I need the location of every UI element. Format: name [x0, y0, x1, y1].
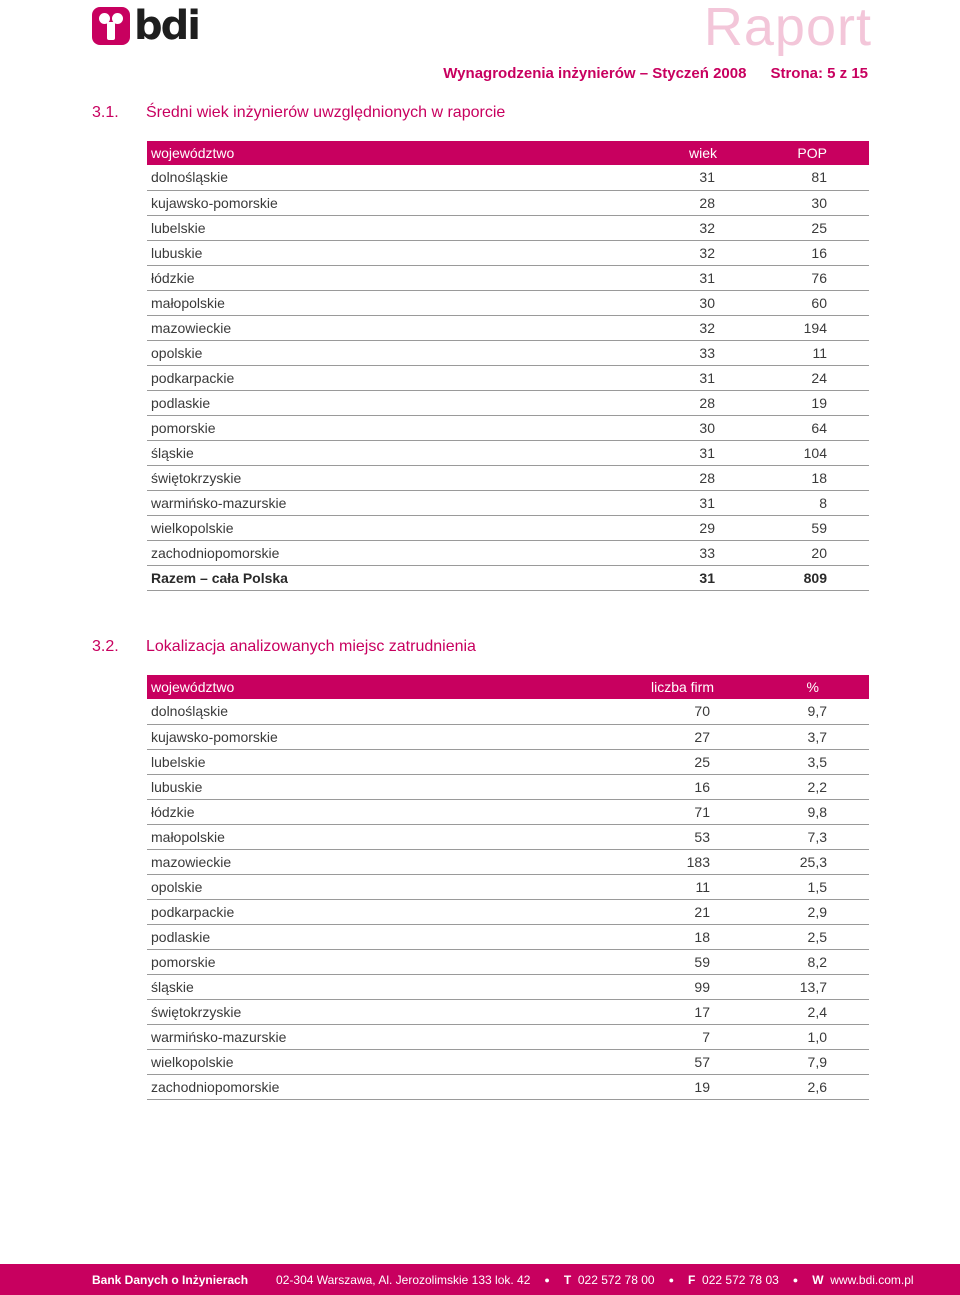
- value-cell: 25: [606, 749, 714, 774]
- column-header-region: województwo: [147, 141, 609, 165]
- value-cell: 7,3: [714, 824, 869, 849]
- region-cell: warmińsko-mazurskie: [147, 490, 609, 515]
- value-cell: 194: [719, 315, 869, 340]
- value-cell: 11: [719, 340, 869, 365]
- region-cell: dolnośląskie: [147, 165, 609, 190]
- table-row: [147, 1049, 869, 1074]
- bdi-logo-icon: [92, 7, 130, 45]
- region-cell: podkarpackie: [147, 365, 609, 390]
- value-cell: 31: [609, 165, 719, 190]
- value-cell: 2,5: [714, 924, 869, 949]
- value-cell: 19: [719, 390, 869, 415]
- value-cell: 1,0: [714, 1024, 869, 1049]
- footer-www-label: W: [812, 1272, 824, 1287]
- region-cell: wielkopolskie: [147, 515, 609, 540]
- value-cell: 32: [609, 215, 719, 240]
- table-row: [147, 924, 869, 949]
- value-cell: 32: [609, 315, 719, 340]
- value-cell: 31: [609, 440, 719, 465]
- value-cell: 7,9: [714, 1049, 869, 1074]
- region-cell: mazowieckie: [147, 849, 606, 874]
- table-row: [147, 824, 869, 849]
- table-row: [147, 390, 869, 415]
- region-cell: podlaskie: [147, 390, 609, 415]
- value-cell: 16: [606, 774, 714, 799]
- value-cell: 64: [719, 415, 869, 440]
- value-cell: 30: [719, 190, 869, 215]
- value-cell: 30: [609, 290, 719, 315]
- footer-separator-icon: ●: [792, 1274, 799, 1285]
- footer-company: Bank Danych o Inżynierach: [92, 1272, 249, 1287]
- table-row: [147, 849, 869, 874]
- value-cell: 7: [606, 1024, 714, 1049]
- table-row: [147, 240, 869, 265]
- table-row: [147, 440, 869, 465]
- footer-tel: 022 572 78 00: [577, 1272, 655, 1287]
- table-row: [147, 315, 869, 340]
- value-cell: 2,6: [714, 1074, 869, 1099]
- value-cell: 70: [606, 699, 714, 724]
- section-2-number: 3.2.: [92, 638, 119, 655]
- bdi-logo: [92, 3, 199, 49]
- table-row: [147, 265, 869, 290]
- value-cell: 2,4: [714, 999, 869, 1024]
- location-table: [147, 675, 869, 1100]
- value-cell: 31: [609, 365, 719, 390]
- table-row: [147, 874, 869, 899]
- table-row: [147, 774, 869, 799]
- total-age: 31: [609, 565, 719, 590]
- value-cell: 21: [606, 899, 714, 924]
- footer-fax-label: F: [688, 1272, 696, 1287]
- region-cell: małopolskie: [147, 824, 606, 849]
- region-cell: kujawsko-pomorskie: [147, 190, 609, 215]
- value-cell: 31: [609, 265, 719, 290]
- table-row: [147, 465, 869, 490]
- section-2-title-text: Lokalizacja analizowanych miejsc zatrudnienia: [146, 638, 476, 655]
- table-header-row: [147, 675, 869, 699]
- value-cell: 25: [719, 215, 869, 240]
- value-cell: 11: [606, 874, 714, 899]
- table-row: [147, 799, 869, 824]
- region-cell: wielkopolskie: [147, 1049, 606, 1074]
- value-cell: 59: [606, 949, 714, 974]
- region-cell: lubuskie: [147, 240, 609, 265]
- column-header-company-count: liczba firm: [606, 675, 714, 699]
- region-cell: kujawsko-pomorskie: [147, 724, 606, 749]
- value-cell: 33: [609, 340, 719, 365]
- report-title: Wynagrodzenia inżynierów – Styczeń 2008: [443, 65, 747, 82]
- region-cell: łódzkie: [147, 799, 606, 824]
- section-2-title: [92, 638, 476, 656]
- value-cell: 3,7: [714, 724, 869, 749]
- footer-separator-icon: ●: [544, 1274, 550, 1285]
- column-header-region: województwo: [147, 675, 606, 699]
- section-1-title-text: Średni wiek inżynierów uwzględnionych w raporcie: [146, 104, 506, 121]
- page-number: Strona: 5 z 15: [770, 65, 868, 82]
- region-cell: lubelskie: [147, 749, 606, 774]
- value-cell: 57: [606, 1049, 714, 1074]
- footer-www-link[interactable]: www.bdi.com.pl: [830, 1272, 914, 1287]
- value-cell: 81: [719, 165, 869, 190]
- value-cell: 59: [719, 515, 869, 540]
- table-row: [147, 749, 869, 774]
- value-cell: 104: [719, 440, 869, 465]
- footer-separator-icon: ●: [668, 1274, 675, 1285]
- value-cell: 99: [606, 974, 714, 999]
- region-cell: pomorskie: [147, 949, 606, 974]
- value-cell: 32: [609, 240, 719, 265]
- region-cell: podlaskie: [147, 924, 606, 949]
- column-header-pop: POP: [719, 141, 869, 165]
- table-row: [147, 949, 869, 974]
- value-cell: 19: [606, 1074, 714, 1099]
- table-row: [147, 999, 869, 1024]
- value-cell: 16: [719, 240, 869, 265]
- report-subtitle: [443, 65, 868, 82]
- table-row: [147, 1024, 869, 1049]
- value-cell: 9,8: [714, 799, 869, 824]
- region-cell: zachodniopomorskie: [147, 1074, 606, 1099]
- section-1-number: 3.1.: [92, 104, 119, 121]
- value-cell: 60: [719, 290, 869, 315]
- table-row: [147, 490, 869, 515]
- table-row: [147, 415, 869, 440]
- value-cell: 28: [609, 190, 719, 215]
- footer-tel-label: T: [563, 1272, 572, 1287]
- value-cell: 24: [719, 365, 869, 390]
- value-cell: 29: [609, 515, 719, 540]
- region-cell: lubelskie: [147, 215, 609, 240]
- value-cell: 76: [719, 265, 869, 290]
- table-header-row: [147, 141, 869, 165]
- total-label: Razem – cała Polska: [147, 565, 609, 590]
- region-cell: świętokrzyskie: [147, 465, 609, 490]
- region-cell: śląskie: [147, 440, 609, 465]
- region-cell: małopolskie: [147, 290, 609, 315]
- value-cell: 2,2: [714, 774, 869, 799]
- table-row: [147, 165, 869, 190]
- table-row: [147, 340, 869, 365]
- region-cell: łódzkie: [147, 265, 609, 290]
- table-row: [147, 540, 869, 565]
- table-row: [147, 290, 869, 315]
- table-row: [147, 974, 869, 999]
- table-row: [147, 899, 869, 924]
- value-cell: 18: [606, 924, 714, 949]
- footer-bar: [0, 1264, 960, 1295]
- region-cell: mazowieckie: [147, 315, 609, 340]
- value-cell: 183: [606, 849, 714, 874]
- value-cell: 71: [606, 799, 714, 824]
- value-cell: 27: [606, 724, 714, 749]
- value-cell: 28: [609, 465, 719, 490]
- value-cell: 31: [609, 490, 719, 515]
- value-cell: 33: [609, 540, 719, 565]
- age-table: [147, 141, 869, 591]
- region-cell: dolnośląskie: [147, 699, 606, 724]
- column-header-age: wiek: [609, 141, 719, 165]
- table-row: [147, 365, 869, 390]
- value-cell: 53: [606, 824, 714, 849]
- region-cell: zachodniopomorskie: [147, 540, 609, 565]
- value-cell: 13,7: [714, 974, 869, 999]
- value-cell: 2,9: [714, 899, 869, 924]
- region-cell: warmińsko-mazurskie: [147, 1024, 606, 1049]
- region-cell: świętokrzyskie: [147, 999, 606, 1024]
- table-row: [147, 190, 869, 215]
- section-1-title: [92, 104, 505, 122]
- region-cell: podkarpackie: [147, 899, 606, 924]
- value-cell: 8: [719, 490, 869, 515]
- region-cell: śląskie: [147, 974, 606, 999]
- table-row: [147, 1074, 869, 1099]
- value-cell: 25,3: [714, 849, 869, 874]
- region-cell: lubuskie: [147, 774, 606, 799]
- table-row: [147, 724, 869, 749]
- value-cell: 28: [609, 390, 719, 415]
- column-header-percent: %: [714, 675, 869, 699]
- table-row: [147, 699, 869, 724]
- total-row: [147, 565, 869, 590]
- value-cell: 30: [609, 415, 719, 440]
- total-pop: 809: [719, 565, 869, 590]
- value-cell: 20: [719, 540, 869, 565]
- logo-text: bdi: [134, 3, 199, 49]
- table-row: [147, 515, 869, 540]
- region-cell: opolskie: [147, 340, 609, 365]
- value-cell: 9,7: [714, 699, 869, 724]
- raport-heading: Raport: [703, 0, 872, 57]
- value-cell: 17: [606, 999, 714, 1024]
- footer-fax: 022 572 78 03: [702, 1272, 779, 1287]
- region-cell: opolskie: [147, 874, 606, 899]
- value-cell: 1,5: [714, 874, 869, 899]
- table-row: [147, 215, 869, 240]
- value-cell: 18: [719, 465, 869, 490]
- value-cell: 8,2: [714, 949, 869, 974]
- value-cell: 3,5: [714, 749, 869, 774]
- footer-address: 02-304 Warszawa, Al. Jerozolimskie 133 lok. 42: [276, 1272, 531, 1287]
- region-cell: pomorskie: [147, 415, 609, 440]
